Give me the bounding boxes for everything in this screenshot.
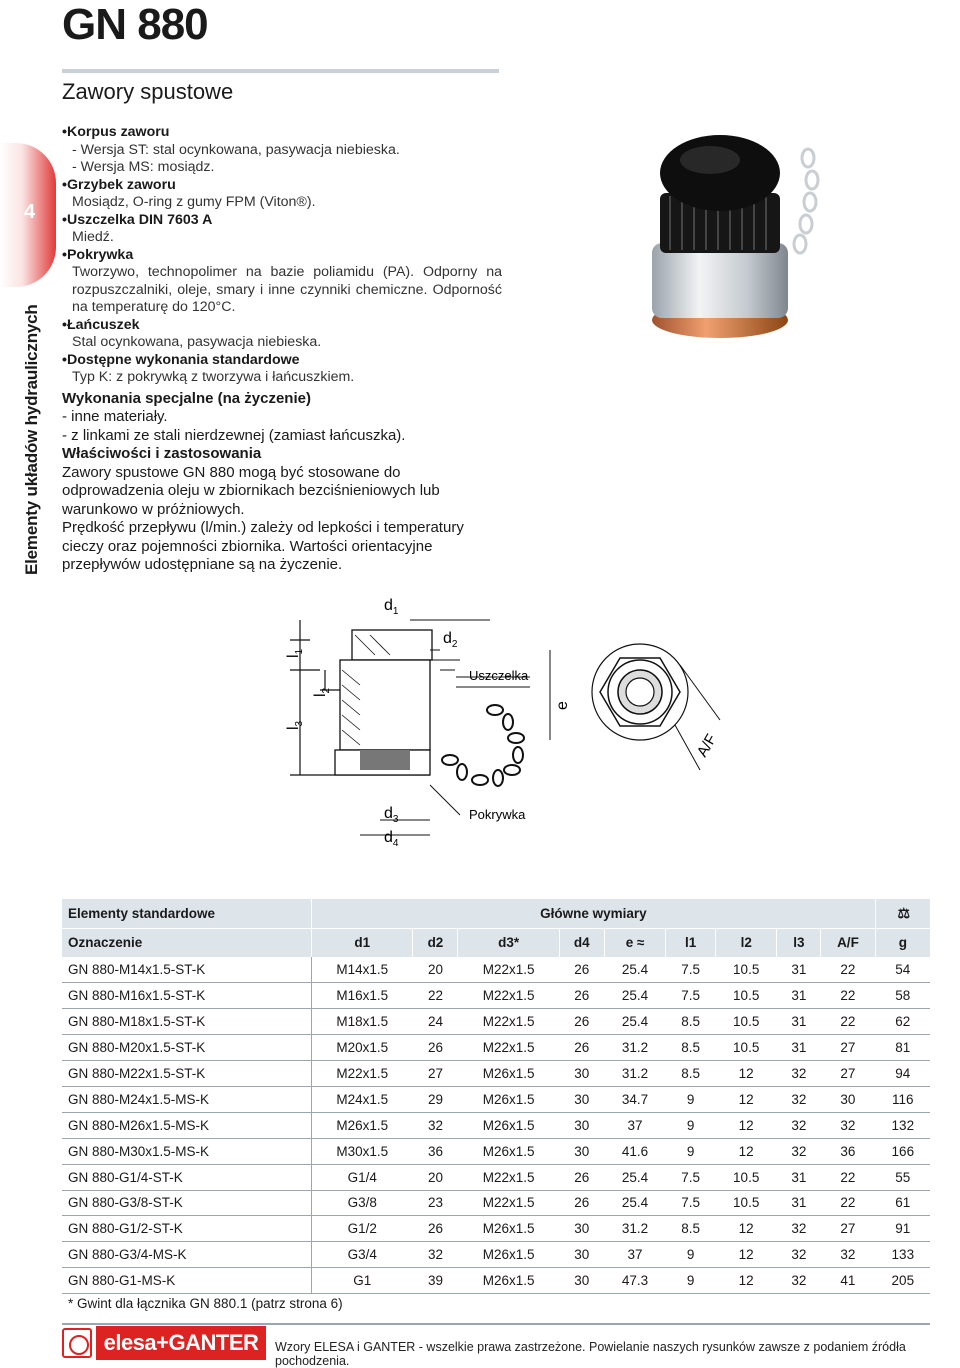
- dimension-cell: 26: [559, 1190, 604, 1216]
- dimension-cell: G1/2: [312, 1216, 413, 1242]
- table-row: [62, 1164, 930, 1190]
- dimension-cell: 8.5: [666, 1216, 716, 1242]
- dimension-cell: 32: [777, 1216, 821, 1242]
- label-cap: Pokrywka: [469, 807, 526, 822]
- dimension-cell: M22x1.5: [458, 1009, 559, 1035]
- elesa-ganter-mark: [62, 1328, 92, 1358]
- dimension-cell: M18x1.5: [312, 1009, 413, 1035]
- copyright-note: Wzory ELESA i GANTER - wszelkie prawa zastrzeżone. Powielanie naszych rysunków zawsze z podaniem źródła pochodzenia.: [275, 1340, 906, 1368]
- label-d4-sub: 4: [392, 838, 399, 849]
- svg-text:d1: [384, 597, 399, 617]
- dimension-cell: 31.2: [604, 1035, 665, 1061]
- dimension-cell: 32: [777, 1112, 821, 1138]
- dimension-cell: 30: [559, 1268, 604, 1294]
- dimension-cell: 12: [715, 1242, 776, 1268]
- dimension-cell: 27: [821, 1061, 875, 1087]
- label-d3-sub: 3: [392, 814, 399, 825]
- dimension-cell: 94: [875, 1061, 930, 1087]
- label-l1: l: [285, 654, 302, 658]
- dimension-cell: 37: [604, 1112, 665, 1138]
- dimension-cell: 31: [777, 1035, 821, 1061]
- label-d3: d: [384, 805, 393, 822]
- dimension-cell: 26: [413, 1035, 458, 1061]
- part-number-cell: GN 880-G3/8-ST-K: [62, 1190, 312, 1216]
- footer-rule: [62, 1323, 930, 1325]
- dimension-cell: M26x1.5: [458, 1216, 559, 1242]
- dimension-cell: 27: [413, 1061, 458, 1087]
- dimension-cell: 7.5: [666, 1164, 716, 1190]
- dimension-cell: 12: [715, 1061, 776, 1087]
- use-text: Zawory spustowe GN 880 mogą być stosowane do odprowadzenia oleju w zbiornikach bezciśnieniowych lub warunkowo w próżniowych.: [62, 463, 440, 518]
- dimension-cell: M26x1.5: [458, 1138, 559, 1164]
- table-row: [62, 1138, 930, 1164]
- dimension-cell: 23: [413, 1190, 458, 1216]
- dimension-cell: G3/4: [312, 1242, 413, 1268]
- dimension-cell: 10.5: [715, 1035, 776, 1061]
- col-header: d2: [413, 928, 458, 957]
- dimension-cell: 20: [413, 957, 458, 983]
- col-header: d1: [312, 928, 413, 957]
- dimension-cell: M22x1.5: [458, 1035, 559, 1061]
- technical-drawing: [280, 590, 740, 855]
- dimension-cell: 9: [666, 1086, 716, 1112]
- dimension-cell: 26: [559, 1009, 604, 1035]
- col-header: d3*: [458, 928, 559, 957]
- dimension-cell: 27: [821, 1216, 875, 1242]
- dimension-cell: 7.5: [666, 1190, 716, 1216]
- part-number-cell: GN 880-M16x1.5-ST-K: [62, 983, 312, 1009]
- dimension-cell: 81: [875, 1035, 930, 1061]
- dimension-cell: M14x1.5: [312, 957, 413, 983]
- table-row: [62, 1216, 930, 1242]
- dimension-cell: 36: [413, 1138, 458, 1164]
- item-heading: • Dostępne wykonania standardowe: [62, 352, 502, 370]
- label-l3: l: [285, 726, 302, 730]
- dimension-cell: 7.5: [666, 983, 716, 1009]
- part-number-cell: GN 880-G1/4-ST-K: [62, 1164, 312, 1190]
- dimension-cell: 25.4: [604, 983, 665, 1009]
- table-row: [62, 1190, 930, 1216]
- dimension-cell: 31: [777, 1009, 821, 1035]
- dimension-cell: 31.2: [604, 1216, 665, 1242]
- table-row: [62, 1009, 930, 1035]
- dimension-cell: 9: [666, 1138, 716, 1164]
- item-heading: • Pokrywka: [62, 247, 502, 265]
- dimension-cell: 10.5: [715, 1190, 776, 1216]
- dimension-cell: 7.5: [666, 957, 716, 983]
- dimension-cell: 32: [821, 1242, 875, 1268]
- col-header: A/F: [821, 928, 875, 957]
- item-line: Tworzywo, technopolimer na bazie poliamidu (PA). Odporny na rozpuszczalniki, oleje, smary i inne czynniki chemiczne. Odporność na temperaturę do 120°C.: [72, 264, 502, 315]
- dimension-cell: 32: [821, 1112, 875, 1138]
- part-number-cell: GN 880-M14x1.5-ST-K: [62, 957, 312, 983]
- dimension-cell: 31: [777, 983, 821, 1009]
- part-number-cell: GN 880-G1/2-ST-K: [62, 1216, 312, 1242]
- dimension-cell: 8.5: [666, 1035, 716, 1061]
- dimension-cell: 22: [821, 957, 875, 983]
- dimension-cell: M30x1.5: [312, 1138, 413, 1164]
- dimension-cell: 30: [559, 1138, 604, 1164]
- dimension-cell: 41.6: [604, 1138, 665, 1164]
- dimension-cell: 41: [821, 1268, 875, 1294]
- chapter-number: 4: [24, 201, 36, 223]
- group-left-header: Elementy standardowe: [62, 899, 312, 928]
- dimension-cell: M22x1.5: [458, 1164, 559, 1190]
- item-line: Miedź.: [72, 229, 114, 245]
- dimension-cell: 12: [715, 1268, 776, 1294]
- dimension-cell: 26: [559, 983, 604, 1009]
- dimension-cell: 12: [715, 1086, 776, 1112]
- dimension-cell: 20: [413, 1164, 458, 1190]
- part-number-cell: GN 880-M24x1.5-MS-K: [62, 1086, 312, 1112]
- dimension-cell: M26x1.5: [312, 1112, 413, 1138]
- logo: elesa+GANTER: [96, 1326, 266, 1360]
- col-header: l2: [715, 928, 776, 957]
- dimension-cell: 32: [777, 1086, 821, 1112]
- dimension-cell: M26x1.5: [458, 1061, 559, 1087]
- dimension-cell: 12: [715, 1138, 776, 1164]
- dimensions-table: [62, 899, 930, 1294]
- table-row: [62, 957, 930, 983]
- svg-text:l2: [312, 687, 332, 697]
- dimension-cell: 58: [875, 983, 930, 1009]
- dimension-cell: M22x1.5: [458, 957, 559, 983]
- special-line: - z linkami ze stali nierdzewnej (zamiast łańcuszka).: [62, 426, 406, 444]
- item-line: Stal ocynkowana, pasywacja niebieska.: [72, 334, 322, 350]
- item-line: - Wersja ST: stal ocynkowana, pasywacja niebieska.: [72, 141, 400, 158]
- dimension-cell: 32: [413, 1112, 458, 1138]
- flow-text: Prędkość przepływu (l/min.) zależy od lepkości i temperatury cieczy oraz pojemności zbiornika. Wartości orientacyjne przepływów udostępniane są na życzenie.: [62, 519, 464, 573]
- dimension-cell: 34.7: [604, 1086, 665, 1112]
- label-l2: l: [312, 693, 329, 697]
- col-header: d4: [559, 928, 604, 957]
- dimension-cell: 31: [777, 1164, 821, 1190]
- group-main-header: Główne wymiary: [312, 899, 876, 928]
- dimension-cell: 32: [777, 1138, 821, 1164]
- dimension-cell: 26: [559, 1164, 604, 1190]
- dimension-cell: 10.5: [715, 983, 776, 1009]
- label-af: A/F: [693, 731, 721, 760]
- dimension-cell: M26x1.5: [458, 1268, 559, 1294]
- label-d2: d: [443, 630, 452, 647]
- part-number-cell: GN 880-G1-MS-K: [62, 1268, 312, 1294]
- col-header: e ≈: [604, 928, 665, 957]
- use-heading: Właściwości i zastosowania: [62, 445, 262, 462]
- dimension-cell: 25.4: [604, 1009, 665, 1035]
- dimension-cell: 132: [875, 1112, 930, 1138]
- dimension-cell: 37: [604, 1242, 665, 1268]
- dimension-cell: 24: [413, 1009, 458, 1035]
- dimension-cell: 22: [821, 1009, 875, 1035]
- item-heading: • Korpus zaworu: [62, 124, 502, 142]
- part-number-cell: GN 880-M26x1.5-MS-K: [62, 1112, 312, 1138]
- dimension-cell: 10.5: [715, 957, 776, 983]
- dimension-cell: 36: [821, 1138, 875, 1164]
- dimension-cell: 26: [559, 1035, 604, 1061]
- dimension-cell: 30: [559, 1216, 604, 1242]
- dimension-cell: 25.4: [604, 1190, 665, 1216]
- dimension-cell: 31.2: [604, 1061, 665, 1087]
- svg-text:l3: [285, 720, 305, 730]
- col-header: l1: [666, 928, 716, 957]
- dimension-cell: 27: [821, 1035, 875, 1061]
- dimension-cell: M22x1.5: [312, 1061, 413, 1087]
- scale-icon: ⚖: [875, 899, 930, 928]
- label-l1-sub: 1: [294, 648, 305, 655]
- item-heading: • Uszczelka DIN 7603 A: [62, 212, 502, 230]
- dimension-cell: 91: [875, 1216, 930, 1242]
- col-header: g: [875, 928, 930, 957]
- dimension-cell: 205: [875, 1268, 930, 1294]
- dimension-cell: 22: [413, 983, 458, 1009]
- dimension-cell: 10.5: [715, 1164, 776, 1190]
- dimension-cell: 26: [559, 957, 604, 983]
- dimension-cell: 32: [413, 1242, 458, 1268]
- dimension-cell: 61: [875, 1190, 930, 1216]
- dimension-cell: M16x1.5: [312, 983, 413, 1009]
- dimension-cell: 12: [715, 1112, 776, 1138]
- item-line: Typ K: z pokrywką z tworzywa i łańcuszkiem.: [72, 369, 355, 385]
- dimension-cell: 32: [777, 1268, 821, 1294]
- dimension-cell: 22: [821, 1190, 875, 1216]
- col-header: l3: [777, 928, 821, 957]
- label-d4: d: [384, 829, 393, 846]
- dimension-cell: M22x1.5: [458, 1190, 559, 1216]
- dimension-cell: M26x1.5: [458, 1242, 559, 1268]
- svg-text:l1: [285, 648, 305, 658]
- dimension-cell: G3/8: [312, 1190, 413, 1216]
- title-rule: [62, 69, 499, 73]
- dimension-cell: 116: [875, 1086, 930, 1112]
- dimension-cell: 31: [777, 957, 821, 983]
- dimension-cell: G1/4: [312, 1164, 413, 1190]
- dimension-cell: 8.5: [666, 1061, 716, 1087]
- dimension-cell: M26x1.5: [458, 1086, 559, 1112]
- dimension-cell: 10.5: [715, 1009, 776, 1035]
- svg-text:d3: [384, 805, 399, 825]
- dimension-cell: 30: [559, 1242, 604, 1268]
- part-number-cell: GN 880-M20x1.5-ST-K: [62, 1035, 312, 1061]
- table-row: [62, 1242, 930, 1268]
- dimension-cell: 133: [875, 1242, 930, 1268]
- dimension-cell: M20x1.5: [312, 1035, 413, 1061]
- dimension-cell: 29: [413, 1086, 458, 1112]
- table-row: [62, 1112, 930, 1138]
- label-d1: d: [384, 597, 393, 614]
- table-row: [62, 983, 930, 1009]
- label-seal: Uszczelka: [469, 668, 529, 683]
- dimension-cell: 62: [875, 1009, 930, 1035]
- svg-text:d4: [384, 829, 399, 849]
- dimension-cell: 26: [413, 1216, 458, 1242]
- item-line: Mosiądz, O-ring z gumy FPM (Viton®).: [72, 194, 316, 210]
- dimension-cell: 166: [875, 1138, 930, 1164]
- dimension-cell: 22: [821, 1164, 875, 1190]
- description: [62, 124, 502, 575]
- label-d2-sub: 2: [451, 639, 458, 650]
- dimension-cell: 32: [777, 1061, 821, 1087]
- dimension-cell: M24x1.5: [312, 1086, 413, 1112]
- page-subtitle: Zawory spustowe: [62, 79, 234, 104]
- footnote: * Gwint dla łącznika GN 880.1 (patrz strona 6): [68, 1296, 343, 1311]
- special-heading: Wykonania specjalne (na życzenie): [62, 389, 311, 407]
- dimension-cell: 30: [559, 1112, 604, 1138]
- col-header: Oznaczenie: [62, 928, 312, 957]
- dimension-cell: 9: [666, 1268, 716, 1294]
- item-heading: • Grzybek zaworu: [62, 177, 502, 195]
- chapter-tab[interactable]: [0, 143, 56, 287]
- chapter-label: Elementy układów hydraulicznych: [22, 304, 41, 575]
- table-row: [62, 1061, 930, 1087]
- dimension-cell: 22: [821, 983, 875, 1009]
- dimension-cell: 55: [875, 1164, 930, 1190]
- table-row: [62, 1035, 930, 1061]
- dimension-cell: 32: [777, 1242, 821, 1268]
- page-title: GN 880: [62, 0, 208, 49]
- table-row: [62, 1268, 930, 1294]
- dimension-cell: 9: [666, 1112, 716, 1138]
- dimension-cell: 9: [666, 1242, 716, 1268]
- dimension-cell: 39: [413, 1268, 458, 1294]
- dimension-cell: 12: [715, 1216, 776, 1242]
- dimension-cell: 8.5: [666, 1009, 716, 1035]
- dimension-cell: 47.3: [604, 1268, 665, 1294]
- svg-text:d2: [443, 630, 458, 650]
- dimension-cell: M26x1.5: [458, 1112, 559, 1138]
- dimension-cell: 30: [559, 1086, 604, 1112]
- item-heading: • Łańcuszek: [62, 317, 502, 335]
- dimension-cell: 30: [821, 1086, 875, 1112]
- label-l2-sub: 2: [321, 687, 332, 694]
- dimension-cell: 25.4: [604, 1164, 665, 1190]
- dimension-cell: 30: [559, 1061, 604, 1087]
- item-line: - Wersja MS: mosiądz.: [72, 159, 215, 175]
- part-number-cell: GN 880-M18x1.5-ST-K: [62, 1009, 312, 1035]
- dimension-cell: G1: [312, 1268, 413, 1294]
- special-line: - inne materiały.: [62, 408, 168, 425]
- table-row: [62, 1086, 930, 1112]
- dimension-cell: 25.4: [604, 957, 665, 983]
- part-number-cell: GN 880-M30x1.5-MS-K: [62, 1138, 312, 1164]
- part-number-cell: GN 880-G3/4-MS-K: [62, 1242, 312, 1268]
- dimension-cell: 54: [875, 957, 930, 983]
- label-l3-sub: 3: [294, 720, 305, 727]
- part-number-cell: GN 880-M22x1.5-ST-K: [62, 1061, 312, 1087]
- dimension-cell: M22x1.5: [458, 983, 559, 1009]
- dimension-cell: 31: [777, 1190, 821, 1216]
- label-e: e: [554, 701, 571, 710]
- product-photo: [640, 118, 840, 368]
- label-d1-sub: 1: [392, 606, 399, 617]
